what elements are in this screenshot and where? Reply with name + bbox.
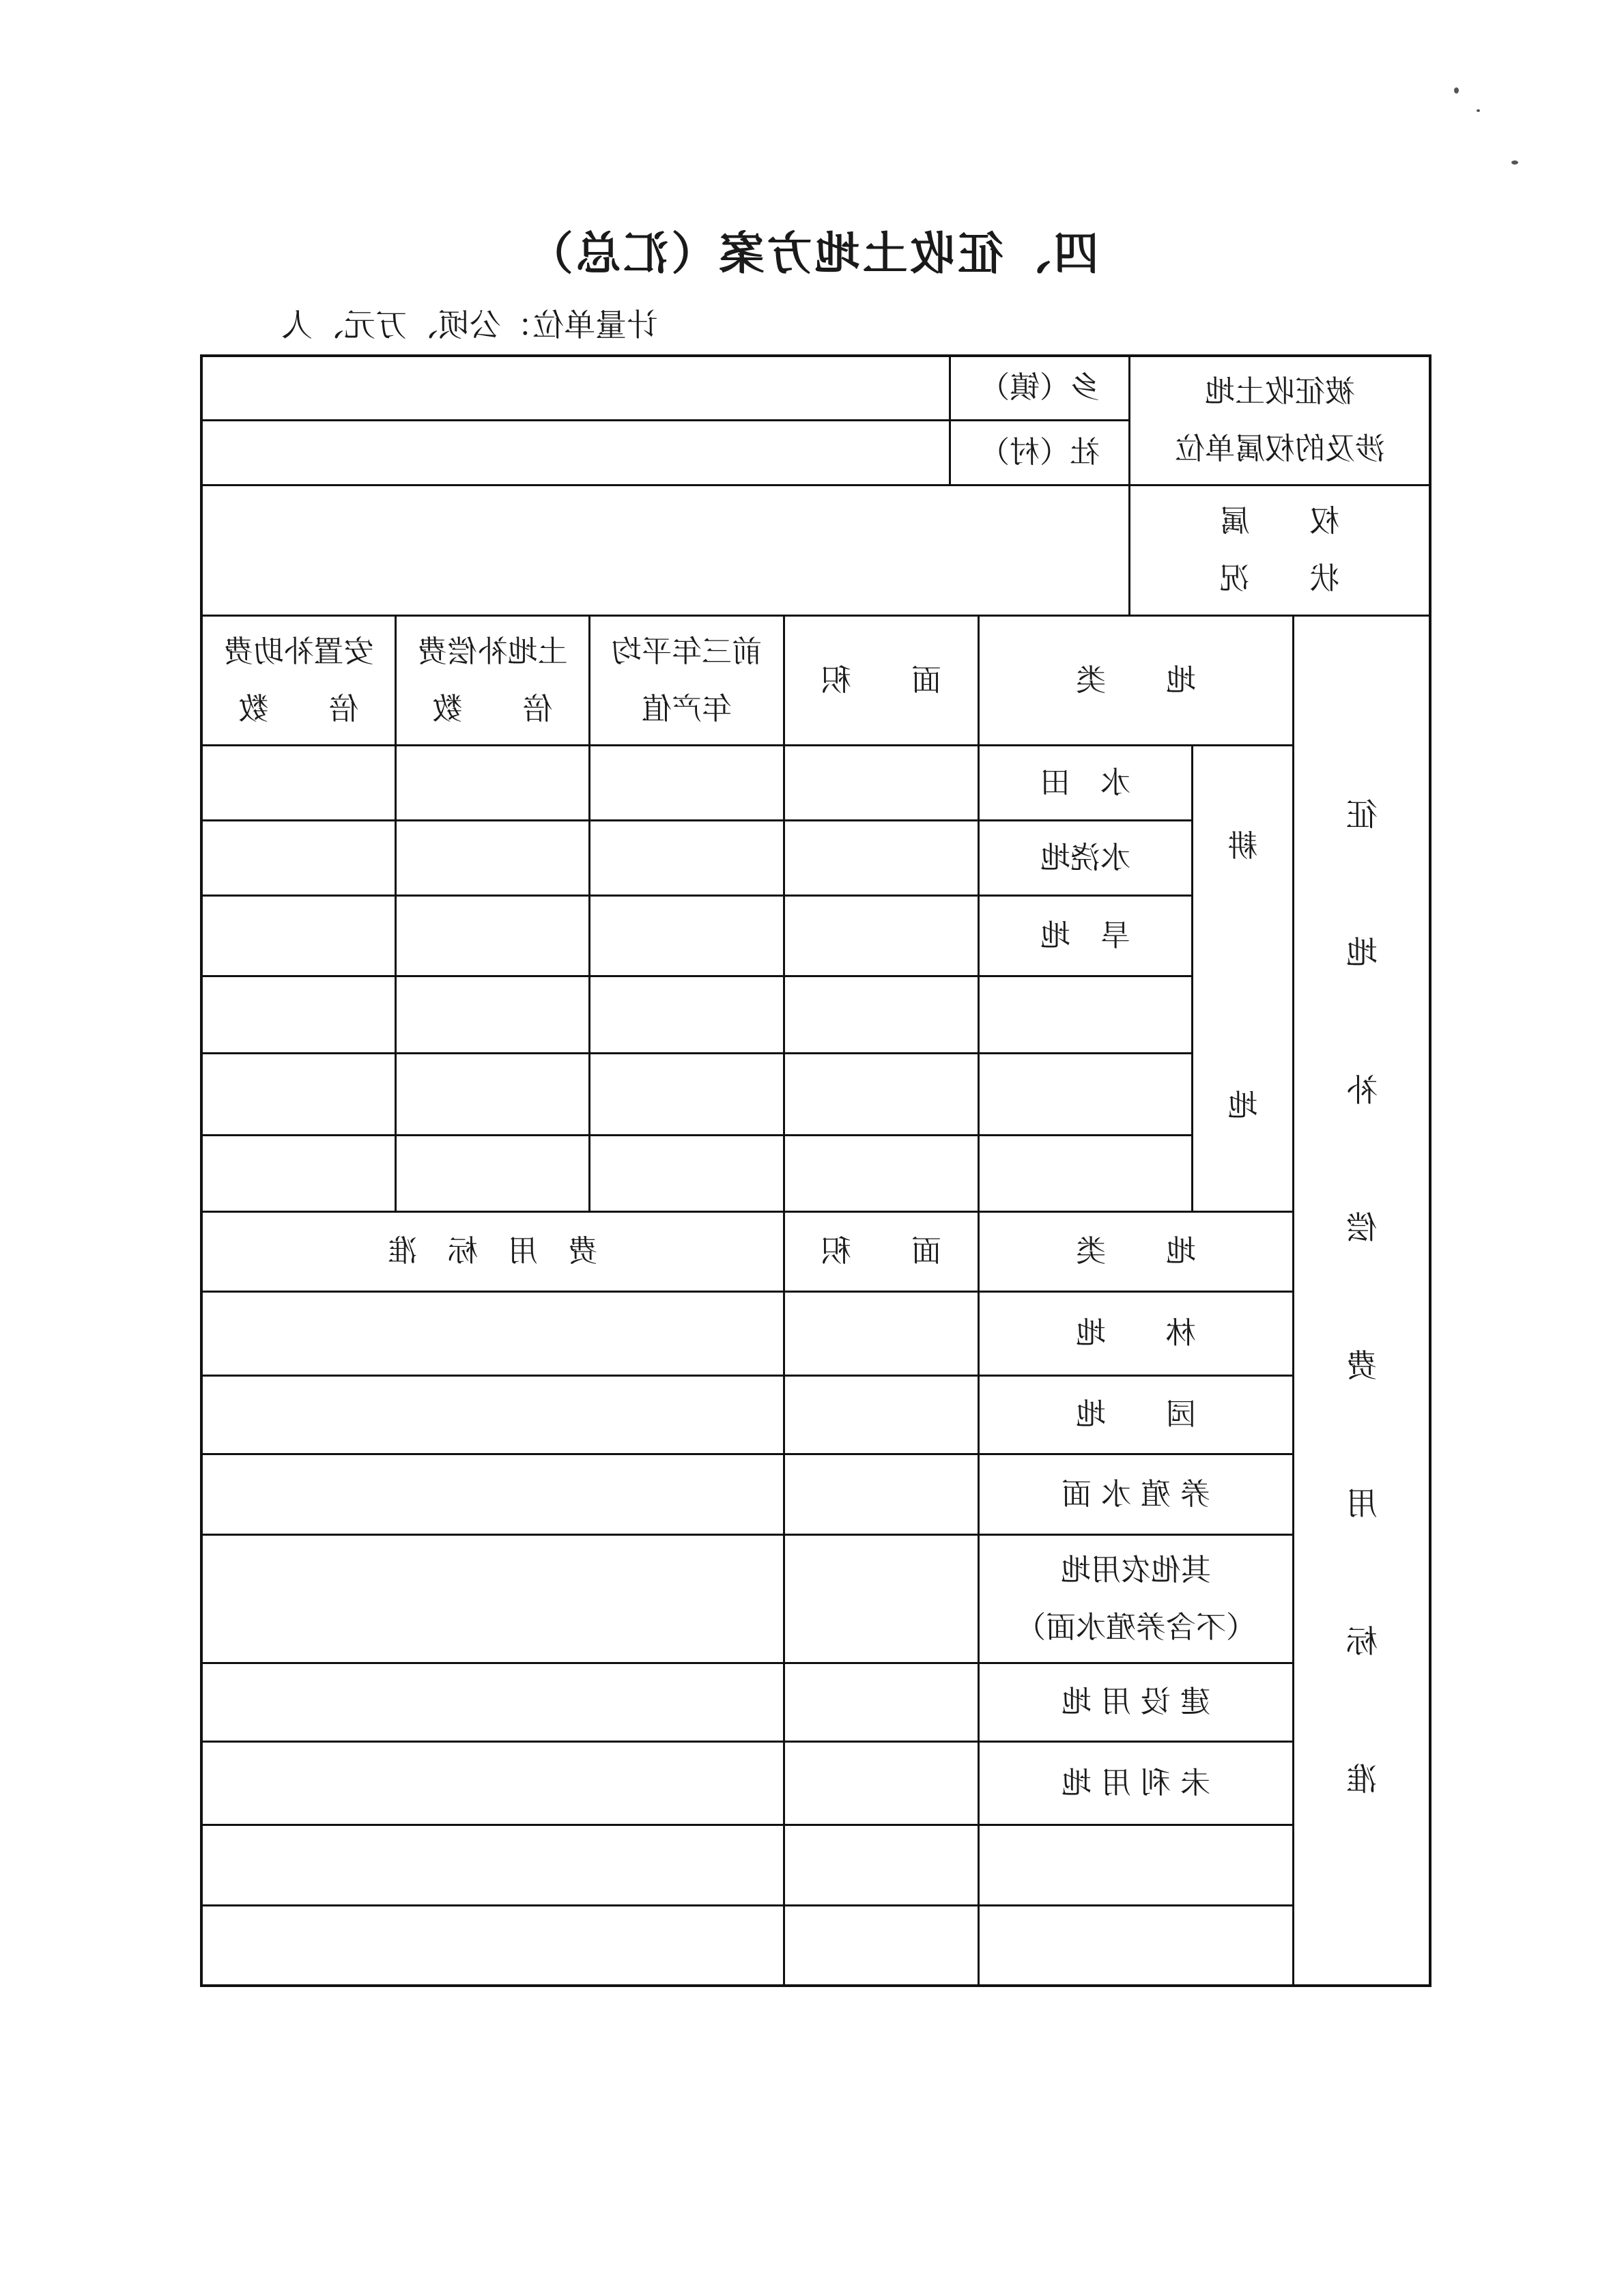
s1-row-5-resettle-field[interactable]	[203, 1054, 395, 1134]
owner-label	[1131, 357, 1429, 484]
scan-speck	[1454, 87, 1459, 94]
s1-row-2-area-field[interactable]	[785, 821, 978, 895]
ownership-label	[1130, 486, 1429, 615]
s2-row-7-land-type	[980, 1826, 1292, 1904]
cell-text: 养 殖 水 面	[1062, 1476, 1210, 1512]
s1-row-4-land-type	[980, 977, 1191, 1052]
s1-row-5-land-type	[980, 1054, 1191, 1134]
side-char: 费	[1346, 1347, 1378, 1385]
s1-row-2-avg-output-field[interactable]	[590, 821, 783, 895]
s2-row-3-land-type	[980, 1455, 1292, 1534]
s1-row-6-avg-output-field[interactable]	[590, 1136, 783, 1211]
s1-row-3-avg-output-field[interactable]	[590, 897, 783, 975]
s1-header-resettle	[203, 617, 395, 744]
s2-row-3-area-field[interactable]	[785, 1455, 978, 1534]
s2-row-5-area-field[interactable]	[785, 1664, 978, 1741]
cell-text: 未 利 用 地	[1062, 1765, 1210, 1801]
s1-row-3-area-field[interactable]	[785, 897, 978, 975]
s2-row-6-land-type	[980, 1743, 1292, 1824]
s2-header-area: 面 积	[821, 1234, 941, 1269]
s1-row-2-resettle-field[interactable]	[203, 821, 395, 895]
cultivated-label-char1: 耕	[1227, 829, 1258, 864]
s1-row-4-avg-output-field[interactable]	[590, 977, 783, 1052]
s1-row-6-resettle-field[interactable]	[203, 1136, 395, 1211]
s2-row-4-fee-field[interactable]	[203, 1536, 783, 1662]
avg-output-line2: 年产值	[642, 691, 732, 727]
owner-label-line1: 被征收土地	[1205, 374, 1355, 410]
s1-row-2-land-comp-field[interactable]	[397, 821, 588, 895]
resettle-line1: 安置补助费	[223, 634, 374, 669]
unit-line: 计量单位：公顷、万元、人	[281, 307, 658, 343]
cell-text: 水 田	[1040, 765, 1130, 800]
village-field[interactable]	[203, 421, 949, 484]
s2-row-4-area-field[interactable]	[785, 1536, 978, 1662]
cell-text-line: 其他农用地	[1061, 1552, 1211, 1588]
owner-label-line2: 涉及的权属单位	[1175, 432, 1385, 466]
s1-row-4-resettle-field[interactable]	[203, 977, 395, 1052]
s1-row-3-land-type	[980, 897, 1191, 975]
s1-row-4-land-comp-field[interactable]	[397, 977, 588, 1052]
s1-row-3-land-comp-field[interactable]	[397, 897, 588, 975]
s2-row-2-land-type	[980, 1377, 1292, 1453]
avg-output-line1: 前三年平均	[612, 634, 762, 669]
s2-row-3-fee-field[interactable]	[203, 1455, 783, 1534]
s2-row-2-area-field[interactable]	[785, 1377, 978, 1453]
s2-row-5-fee-field[interactable]	[203, 1664, 783, 1741]
village-label: 社（村）	[980, 435, 1100, 470]
s2-row-1-area-field[interactable]	[785, 1293, 978, 1375]
cell-text: 建 设 用 地	[1062, 1685, 1210, 1720]
s2-row-8-land-type	[980, 1906, 1292, 1984]
cultivated-label-char2: 地	[1227, 1088, 1258, 1124]
ownership-field[interactable]	[203, 486, 1128, 615]
s1-header-avg-output	[590, 617, 783, 744]
s1-header-land-comp	[397, 617, 588, 744]
s2-row-7-area-field[interactable]	[785, 1826, 978, 1904]
cell-text: 园 地	[1076, 1397, 1196, 1433]
township-field[interactable]	[203, 356, 949, 419]
s1-row-5-area-field[interactable]	[785, 1054, 978, 1134]
s1-row-1-avg-output-field[interactable]	[590, 746, 783, 819]
s1-header-land-type: 地 类	[1076, 662, 1196, 698]
s1-row-3-resettle-field[interactable]	[203, 897, 395, 975]
s2-header-land-type: 地 类	[1076, 1234, 1196, 1269]
s1-row-6-land-comp-field[interactable]	[397, 1136, 588, 1211]
s2-row-2-fee-field[interactable]	[203, 1377, 783, 1453]
s2-row-7-fee-field[interactable]	[203, 1826, 783, 1904]
s2-row-5-land-type	[980, 1664, 1292, 1741]
resettle-line2: 倍 数	[238, 691, 359, 727]
s2-row-8-fee-field[interactable]	[203, 1906, 783, 1984]
side-char: 用	[1346, 1484, 1378, 1522]
s2-row-1-land-type	[980, 1293, 1292, 1375]
cell-text: 旱 地	[1040, 918, 1130, 953]
cell-text: 水浇地	[1040, 840, 1130, 875]
cell-text: 林 地	[1076, 1316, 1196, 1351]
ownership-label-line2: 状 况	[1219, 561, 1340, 596]
ownership-label-line1: 权 属	[1219, 504, 1340, 539]
side-char: 标	[1346, 1622, 1378, 1660]
compensation-standard-side-label	[1295, 785, 1429, 1810]
side-char: 偿	[1346, 1209, 1378, 1247]
side-char: 补	[1346, 1071, 1378, 1109]
s1-row-6-area-field[interactable]	[785, 1136, 978, 1211]
s2-row-6-fee-field[interactable]	[203, 1743, 783, 1824]
s1-row-1-land-comp-field[interactable]	[397, 746, 588, 819]
side-char: 准	[1346, 1760, 1378, 1798]
s2-row-8-area-field[interactable]	[785, 1906, 978, 1984]
s1-row-5-avg-output-field[interactable]	[590, 1054, 783, 1134]
s1-row-1-resettle-field[interactable]	[203, 746, 395, 819]
s2-row-4-land-type	[980, 1536, 1292, 1662]
s1-row-5-land-comp-field[interactable]	[397, 1054, 588, 1134]
s2-row-1-fee-field[interactable]	[203, 1293, 783, 1375]
s1-header-area: 面 积	[821, 662, 941, 698]
s1-row-2-land-type	[980, 821, 1191, 895]
s2-row-6-area-field[interactable]	[785, 1743, 978, 1824]
s1-row-6-land-type	[980, 1136, 1191, 1211]
side-char: 地	[1346, 933, 1378, 971]
land-comp-line2: 倍 数	[432, 691, 553, 727]
township-label: 乡（镇）	[980, 369, 1100, 405]
scan-speck	[1511, 160, 1518, 165]
s2-header-fee-standard: 费 用 标 准	[388, 1234, 598, 1269]
scan-speck	[1477, 109, 1480, 112]
s1-row-1-land-type	[980, 746, 1191, 819]
document-title: 四、征收土地方案（汇总）	[525, 227, 1099, 280]
side-char: 征	[1346, 796, 1378, 833]
land-comp-line1: 土地补偿费	[417, 634, 568, 669]
s1-row-4-area-field[interactable]	[785, 977, 978, 1052]
cell-text-line: （不含养殖水面）	[1016, 1609, 1256, 1645]
s1-row-1-area-field[interactable]	[785, 746, 978, 819]
